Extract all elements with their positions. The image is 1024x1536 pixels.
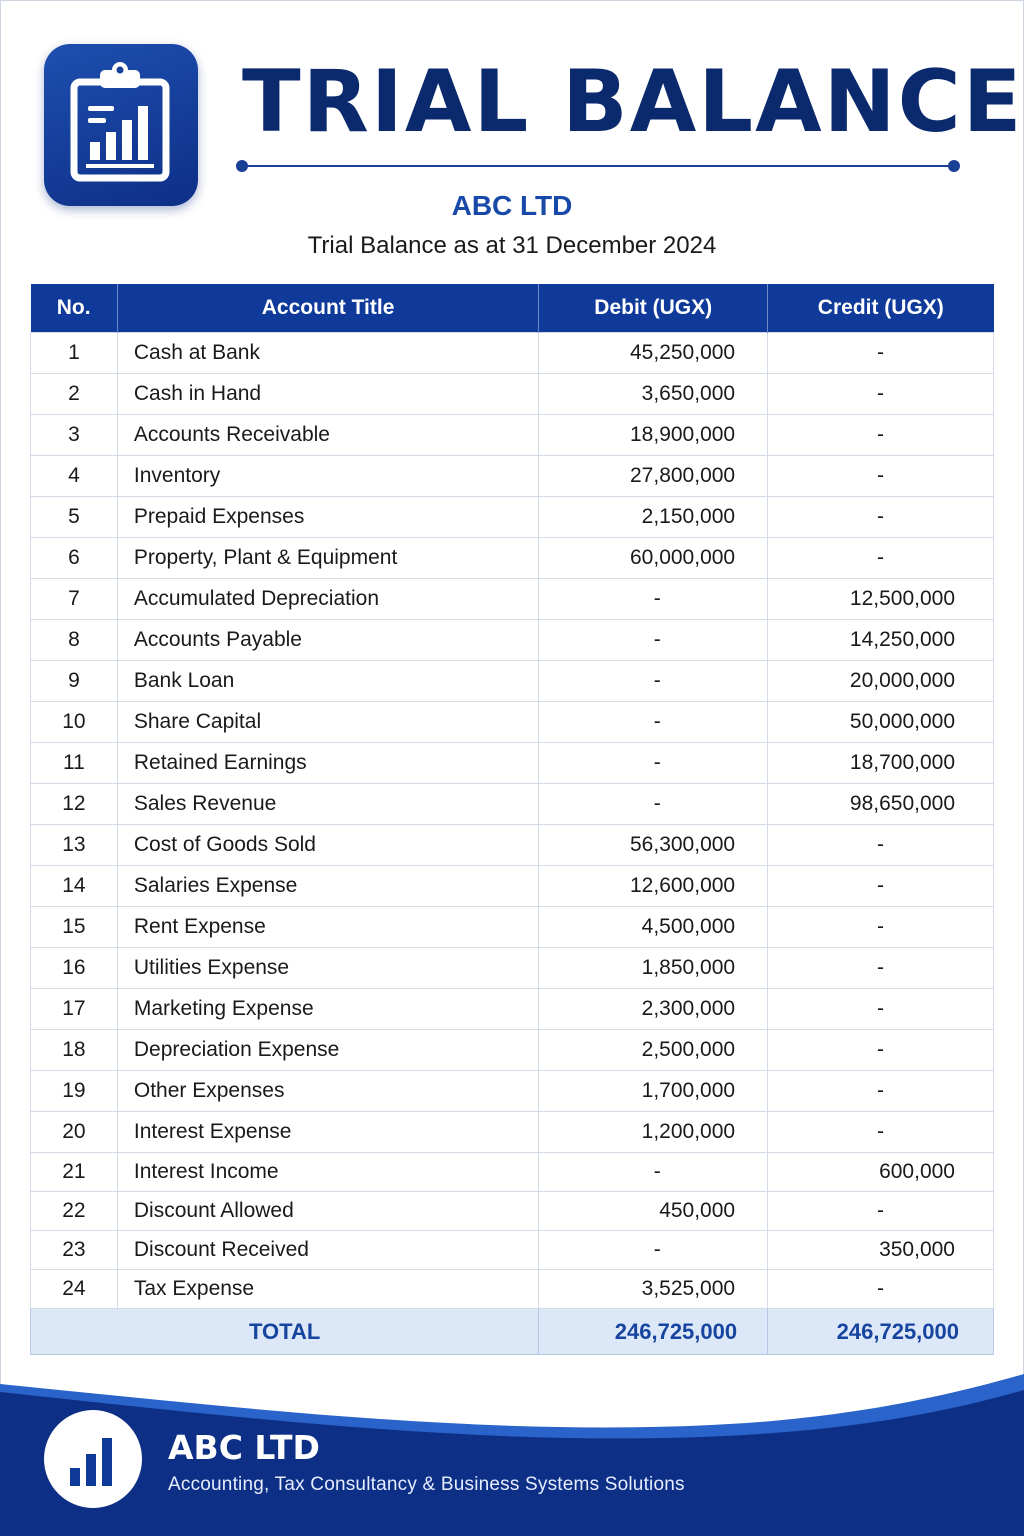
- table-row: [31, 373, 994, 414]
- table-row: [31, 824, 994, 865]
- row-number: 18: [31, 1029, 118, 1070]
- debit-amount: -: [539, 660, 768, 701]
- table-row: [31, 414, 994, 455]
- table-row: [31, 988, 994, 1029]
- row-number: 21: [31, 1152, 118, 1191]
- table-row: [31, 496, 994, 537]
- account-title: Marketing Expense: [117, 988, 538, 1029]
- credit-amount: -: [768, 1070, 994, 1111]
- row-number: 3: [31, 414, 118, 455]
- credit-amount: 12,500,000: [768, 578, 994, 619]
- account-title: Accounts Receivable: [117, 414, 538, 455]
- debit-amount: -: [539, 783, 768, 824]
- total-debit: 246,725,000: [539, 1309, 768, 1355]
- credit-amount: -: [768, 1191, 994, 1230]
- credit-amount: 18,700,000: [768, 742, 994, 783]
- table-row: [31, 660, 994, 701]
- total-row: [31, 1309, 994, 1355]
- account-title: Property, Plant & Equipment: [117, 537, 538, 578]
- page-title: TRIAL BALANCE: [242, 52, 1024, 152]
- credit-amount: -: [768, 906, 994, 947]
- account-title: Interest Income: [117, 1152, 538, 1191]
- credit-amount: 600,000: [768, 1152, 994, 1191]
- table-row: [31, 1191, 994, 1230]
- account-title: Accounts Payable: [117, 619, 538, 660]
- debit-amount: -: [539, 742, 768, 783]
- debit-amount: 2,300,000: [539, 988, 768, 1029]
- row-number: 8: [31, 619, 118, 660]
- trial-balance-table: [30, 284, 994, 1355]
- credit-amount: -: [768, 455, 994, 496]
- row-number: 5: [31, 496, 118, 537]
- credit-amount: 14,250,000: [768, 619, 994, 660]
- table-row: [31, 865, 994, 906]
- row-number: 16: [31, 947, 118, 988]
- table-row: [31, 455, 994, 496]
- row-number: 12: [31, 783, 118, 824]
- table-row: [31, 742, 994, 783]
- account-title: Accumulated Depreciation: [117, 578, 538, 619]
- table-row: [31, 332, 994, 373]
- table-row: [31, 783, 994, 824]
- credit-amount: 20,000,000: [768, 660, 994, 701]
- row-number: 6: [31, 537, 118, 578]
- total-label: TOTAL: [31, 1309, 539, 1355]
- credit-amount: -: [768, 824, 994, 865]
- account-title: Share Capital: [117, 701, 538, 742]
- debit-amount: -: [539, 1230, 768, 1269]
- row-number: 14: [31, 865, 118, 906]
- table-header-row: [31, 284, 994, 332]
- credit-amount: 50,000,000: [768, 701, 994, 742]
- total-credit: 246,725,000: [768, 1309, 994, 1355]
- account-title: Discount Received: [117, 1230, 538, 1269]
- debit-amount: 18,900,000: [539, 414, 768, 455]
- account-title: Tax Expense: [117, 1270, 538, 1309]
- row-number: 1: [31, 332, 118, 373]
- debit-amount: 4,500,000: [539, 906, 768, 947]
- credit-amount: -: [768, 1111, 994, 1152]
- row-number: 10: [31, 701, 118, 742]
- row-number: 17: [31, 988, 118, 1029]
- table-row: [31, 701, 994, 742]
- credit-amount: -: [768, 947, 994, 988]
- row-number: 13: [31, 824, 118, 865]
- account-title: Interest Expense: [117, 1111, 538, 1152]
- row-number: 20: [31, 1111, 118, 1152]
- account-title: Cash in Hand: [117, 373, 538, 414]
- table-row: [31, 906, 994, 947]
- column-header-credit: Credit (UGX): [768, 284, 994, 332]
- debit-amount: 2,500,000: [539, 1029, 768, 1070]
- row-number: 19: [31, 1070, 118, 1111]
- account-title: Inventory: [117, 455, 538, 496]
- row-number: 2: [31, 373, 118, 414]
- company-name: ABC LTD: [451, 190, 573, 221]
- row-number: 11: [31, 742, 118, 783]
- row-number: 23: [31, 1230, 118, 1269]
- debit-amount: 1,700,000: [539, 1070, 768, 1111]
- account-title: Depreciation Expense: [117, 1029, 538, 1070]
- table-row: [31, 1029, 994, 1070]
- account-title: Retained Earnings: [117, 742, 538, 783]
- report-subtitle: Trial Balance as at 31 December 2024: [307, 232, 717, 259]
- footer-band: [0, 1370, 1024, 1536]
- debit-amount: 450,000: [539, 1191, 768, 1230]
- column-header-debit: Debit (UGX): [539, 284, 768, 332]
- account-title: Cost of Goods Sold: [117, 824, 538, 865]
- debit-amount: -: [539, 578, 768, 619]
- row-number: 22: [31, 1191, 118, 1230]
- credit-amount: -: [768, 865, 994, 906]
- credit-amount: -: [768, 1270, 994, 1309]
- account-title: Rent Expense: [117, 906, 538, 947]
- table-row: [31, 537, 994, 578]
- credit-amount: 350,000: [768, 1230, 994, 1269]
- row-number: 4: [31, 455, 118, 496]
- table-row: [31, 1070, 994, 1111]
- column-header-no: No.: [31, 284, 118, 332]
- credit-amount: -: [768, 414, 994, 455]
- debit-amount: 1,200,000: [539, 1111, 768, 1152]
- debit-amount: 3,650,000: [539, 373, 768, 414]
- account-title: Discount Allowed: [117, 1191, 538, 1230]
- debit-amount: 12,600,000: [539, 865, 768, 906]
- account-title: Utilities Expense: [117, 947, 538, 988]
- credit-amount: -: [768, 1029, 994, 1070]
- debit-amount: 27,800,000: [539, 455, 768, 496]
- account-title: Prepaid Expenses: [117, 496, 538, 537]
- credit-amount: -: [768, 537, 994, 578]
- row-number: 15: [31, 906, 118, 947]
- table-row: [31, 1111, 994, 1152]
- footer-tagline: Accounting, Tax Consultancy & Business Systems Solutions: [168, 1474, 685, 1495]
- account-title: Salaries Expense: [117, 865, 538, 906]
- account-title: Other Expenses: [117, 1070, 538, 1111]
- row-number: 24: [31, 1270, 118, 1309]
- credit-amount: -: [768, 496, 994, 537]
- table-row: [31, 578, 994, 619]
- account-title: Sales Revenue: [117, 783, 538, 824]
- footer-company-name: ABC LTD: [168, 1428, 320, 1467]
- table-row: [31, 619, 994, 660]
- debit-amount: 3,525,000: [539, 1270, 768, 1309]
- debit-amount: -: [539, 1152, 768, 1191]
- debit-amount: 60,000,000: [539, 537, 768, 578]
- debit-amount: 2,150,000: [539, 496, 768, 537]
- bar-chart-icon: [44, 1410, 142, 1508]
- table-row: [31, 1152, 994, 1191]
- row-number: 9: [31, 660, 118, 701]
- debit-amount: -: [539, 701, 768, 742]
- row-number: 7: [31, 578, 118, 619]
- credit-amount: -: [768, 988, 994, 1029]
- debit-amount: 45,250,000: [539, 332, 768, 373]
- table-row: [31, 1230, 994, 1269]
- credit-amount: 98,650,000: [768, 783, 994, 824]
- credit-amount: -: [768, 373, 994, 414]
- account-title: Cash at Bank: [117, 332, 538, 373]
- debit-amount: -: [539, 619, 768, 660]
- table-row: [31, 1270, 994, 1309]
- title-divider: [236, 160, 960, 172]
- table-row: [31, 947, 994, 988]
- clipboard-chart-icon: [44, 44, 198, 206]
- account-title: Bank Loan: [117, 660, 538, 701]
- debit-amount: 56,300,000: [539, 824, 768, 865]
- credit-amount: -: [768, 332, 994, 373]
- column-header-account: Account Title: [117, 284, 538, 332]
- debit-amount: 1,850,000: [539, 947, 768, 988]
